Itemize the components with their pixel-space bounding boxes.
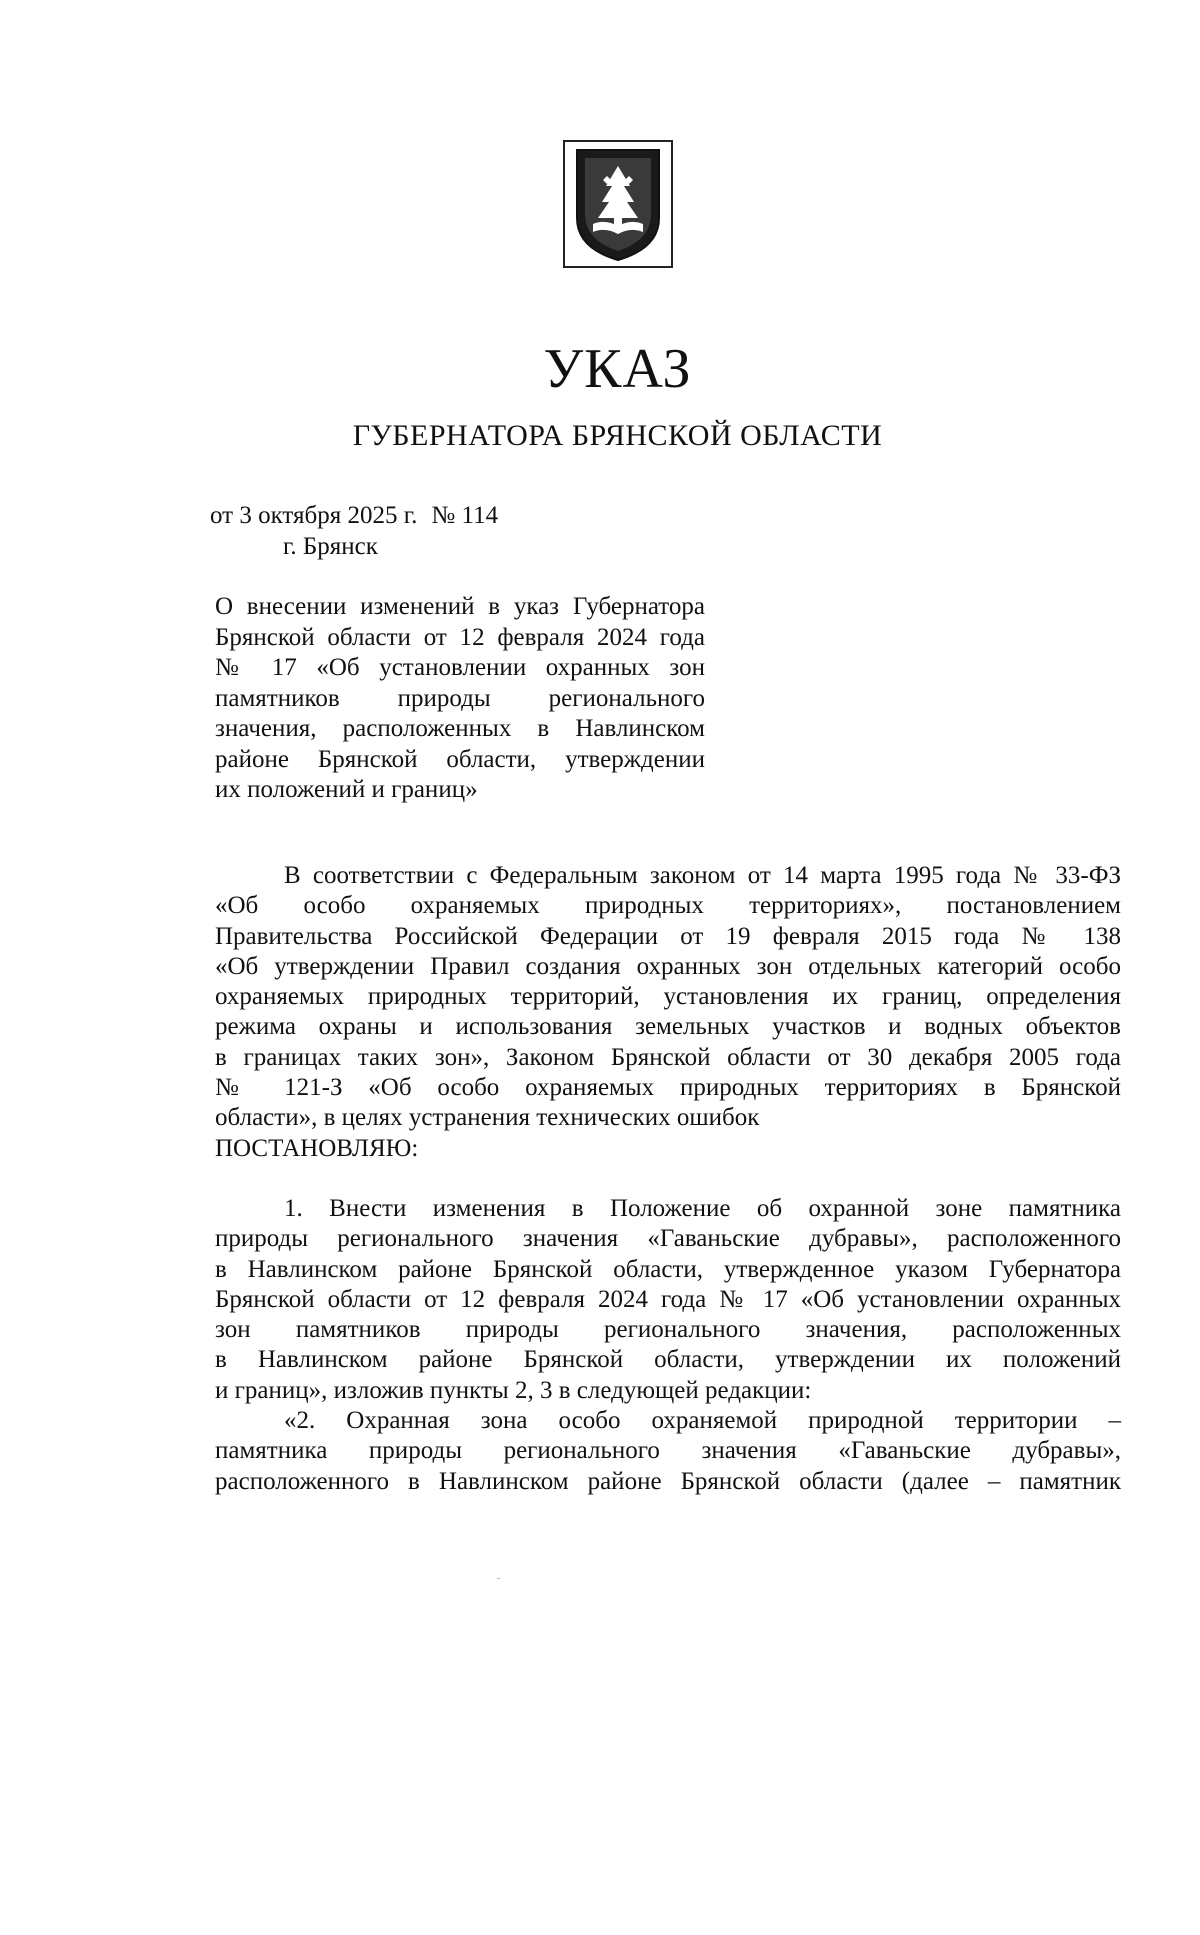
preamble-line: «Об особо охраняемых природных территориях», постановлением bbox=[215, 892, 1121, 920]
preamble-line: режима охраны и использования земельных участков и водных объектов bbox=[215, 1013, 1121, 1041]
subject-line: Брянской области от 12 февраля 2024 года bbox=[215, 623, 705, 651]
date-line bbox=[210, 500, 498, 531]
document-number: № 114 bbox=[431, 502, 499, 529]
scan-speck bbox=[497, 1578, 500, 1579]
subject-line: памятников природы регионального bbox=[215, 684, 705, 712]
clause-1 bbox=[215, 1194, 1121, 1406]
document-meta bbox=[210, 500, 498, 562]
subject-line: районе Брянской области, утверждении bbox=[215, 745, 705, 773]
preamble-line: В соответствии с Федеральным законом от 14 марта 1995 года № 33-ФЗ bbox=[284, 862, 1121, 889]
clause-2-line: памятника природы регионального значения «Гаваньские дубравы», bbox=[215, 1437, 1121, 1465]
subject-line: их положений и границ» bbox=[215, 776, 478, 803]
clause-1-line: природы регионального значения «Гаваньские дубравы», расположенного bbox=[215, 1225, 1121, 1253]
clause-2-line: расположенного в Навлинском районе Брянской области (далее – памятник bbox=[215, 1467, 1121, 1495]
preamble-paragraph bbox=[215, 861, 1121, 1164]
preamble-line: № 121-З «Об особо охраняемых природных территориях в Брянской bbox=[215, 1074, 1121, 1102]
preamble-line: «Об утверждении Правил создания охранных зон отдельных категорий особо bbox=[215, 952, 1121, 980]
clause-1-line: в Навлинском районе Брянской области, утвержденное указом Губернатора bbox=[215, 1255, 1121, 1283]
document-issuer: ГУБЕРНАТОРА БРЯНСКОЙ ОБЛАСТИ bbox=[352, 419, 883, 452]
document-subject bbox=[215, 592, 705, 806]
subject-line: О внесении изменений в указ Губернатора bbox=[215, 593, 705, 620]
clause-2 bbox=[215, 1406, 1121, 1497]
clause-1-line: 1. Внести изменения в Положение об охранной зоне памятника bbox=[284, 1194, 1121, 1222]
document-city: г. Брянск bbox=[283, 533, 378, 560]
coat-of-arms-emblem bbox=[563, 140, 673, 268]
clause-1-line: и границ», изложив пункты 2, 3 в следующей редакции: bbox=[215, 1376, 812, 1404]
document-title: УКАЗ bbox=[543, 338, 692, 400]
decree-word: ПОСТАНОВЛЯЮ: bbox=[215, 1134, 419, 1162]
clause-1-line: в Навлинском районе Брянской области, утверждении их положений bbox=[215, 1346, 1121, 1374]
clause-1-line: Брянской области от 12 февраля 2024 года № 17 «Об установлении охранных bbox=[215, 1285, 1121, 1313]
document-body bbox=[215, 861, 1121, 1497]
paragraph-gap bbox=[215, 1164, 1121, 1194]
subject-line: № 17 «Об установлении охранных зон bbox=[215, 654, 705, 681]
preamble-line: в границах таких зон», Законом Брянской области от 30 декабря 2005 года bbox=[215, 1043, 1121, 1071]
preamble-line: области», в целях устранения технических ошибок bbox=[215, 1104, 760, 1132]
preamble-line: охраняемых природных территорий, установления их границ, определения bbox=[215, 983, 1121, 1011]
preamble-line: Правительства Российской Федерации от 19 февраля 2015 года № 138 bbox=[215, 922, 1121, 950]
clause-1-line: зон памятников природы регионального значения, расположенных bbox=[215, 1316, 1121, 1344]
clause-2-line: «2. Охранная зона особо охраняемой природной территории – bbox=[284, 1407, 1121, 1435]
document-date: от 3 октября 2025 г. bbox=[210, 502, 418, 529]
subject-line: значения, расположенных в Навлинском bbox=[215, 715, 705, 742]
